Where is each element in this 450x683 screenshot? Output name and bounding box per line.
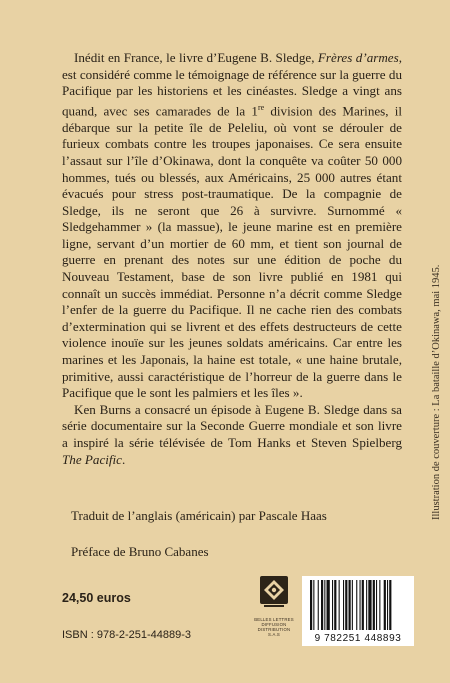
barcode-bar — [356, 580, 357, 630]
barcode-bar — [368, 580, 371, 630]
barcode-bar — [327, 580, 330, 630]
barcode-bar — [345, 580, 347, 630]
barcode-bar — [318, 580, 319, 630]
publisher-logo — [254, 574, 294, 646]
barcode-bar — [389, 580, 391, 630]
barcode-bar — [321, 580, 323, 630]
barcode-bar — [352, 580, 353, 630]
barcode-bar — [334, 580, 336, 630]
publisher-emblem-icon — [254, 574, 294, 612]
barcode-bar — [379, 580, 380, 630]
barcode-bars — [302, 576, 414, 634]
blurb-end: . — [122, 451, 126, 467]
cover-illustration-credit: Illustration de couverture : La bataille d’Okinawa, mai 1945. — [431, 264, 442, 520]
barcode — [302, 576, 414, 646]
book-title: Frères d’armes — [317, 50, 399, 65]
barcode-bar — [384, 580, 386, 630]
publisher-logo-sub: S.A.S — [268, 632, 280, 637]
barcode-number: 9 782251 448893 — [314, 633, 402, 644]
barcode-bar — [373, 580, 375, 630]
barcode-bar — [332, 580, 333, 630]
barcode-bar — [376, 580, 377, 630]
barcode-bar — [387, 580, 388, 630]
isbn: ISBN : 978-2-251-44889-3 — [62, 629, 192, 641]
blurb-paragraph — [62, 50, 402, 402]
barcode-bar — [343, 580, 344, 630]
blurb-body-2: Ken Burns a consacré un épisode à Eugene B. Sledge dans sa série documentaire sur la Seconde Guerre mondiale et son livre a inspiré la série télévisée de Tom Hanks et Steven Spielberg — [62, 401, 402, 451]
barcode-bar — [339, 580, 340, 630]
credits — [71, 508, 327, 580]
blurb-text — [62, 50, 402, 468]
ordinal-suffix: re — [257, 102, 265, 112]
barcode-bar — [310, 580, 312, 630]
blurb-body-a: , est considéré comme le témoignage de référence sur la guerre du Pacifique par les historiens et les cinéastes. Sledge a vingt ans quand, avec ses camarades de la 1 — [62, 50, 402, 119]
barcode-bar — [360, 580, 361, 630]
barcode-bar — [349, 580, 351, 630]
blurb-body-b: division des Marines, il débarque sur la petite île de Peleliu, où vont se dérouler de furieux combats contre les troupes japonaises. Ce sera ensuite l’assaut sur l’île d’Okinawa, dont la conquête va coûter 50 000 hommes, tués ou blessés, aux Américains, 25 000 autres étant évacués pour stress post-traumatique. De la compagnie de Sledge, ils ne seront que 26 à survivre. Surnommé « Sledgehammer » (la massue), le jeune marine est en première ligne, servant d’un mortier de 60 mm, et tient son journal de guerre en prenant des notes sur une édition de poche du Nouveau Testament, base de son livre publié en 1981 qui connaît un succès immédiat. Personne n’a décrit comme Sledge l’enfer de la guerre du Pacifique. Il ne cache rien des combats d’extermination qui se livrent et des effets destructeurs de cette violence inouïe sur les jeunes soldats américains. Car entre les marines et les Japonais, la haine est totale, « une haine brutale, primitive, aussi caractéristique de l’horreur de la guerre dans le Pacifique que le sont les palmiers et les îles ». — [62, 103, 403, 401]
translation-credit: Traduit de l’anglais (américain) par Pascale Haas — [71, 508, 327, 523]
series-title: The Pacific — [62, 451, 122, 467]
barcode-bar — [362, 580, 364, 630]
price: 24,50 euros — [62, 591, 131, 605]
blurb-intro: Inédit en France, le livre d’Eugene B. Sledge, — [74, 50, 318, 65]
blurb-paragraph-2 — [62, 402, 402, 468]
preface-credit: Préface de Bruno Cabanes — [71, 544, 209, 559]
barcode-bar — [324, 580, 325, 630]
barcode-bar — [366, 580, 367, 630]
publisher-logo-text: BELLES LETTRES DIFFUSION DISTRIBUTION — [254, 617, 294, 632]
barcode-bar — [313, 580, 314, 630]
